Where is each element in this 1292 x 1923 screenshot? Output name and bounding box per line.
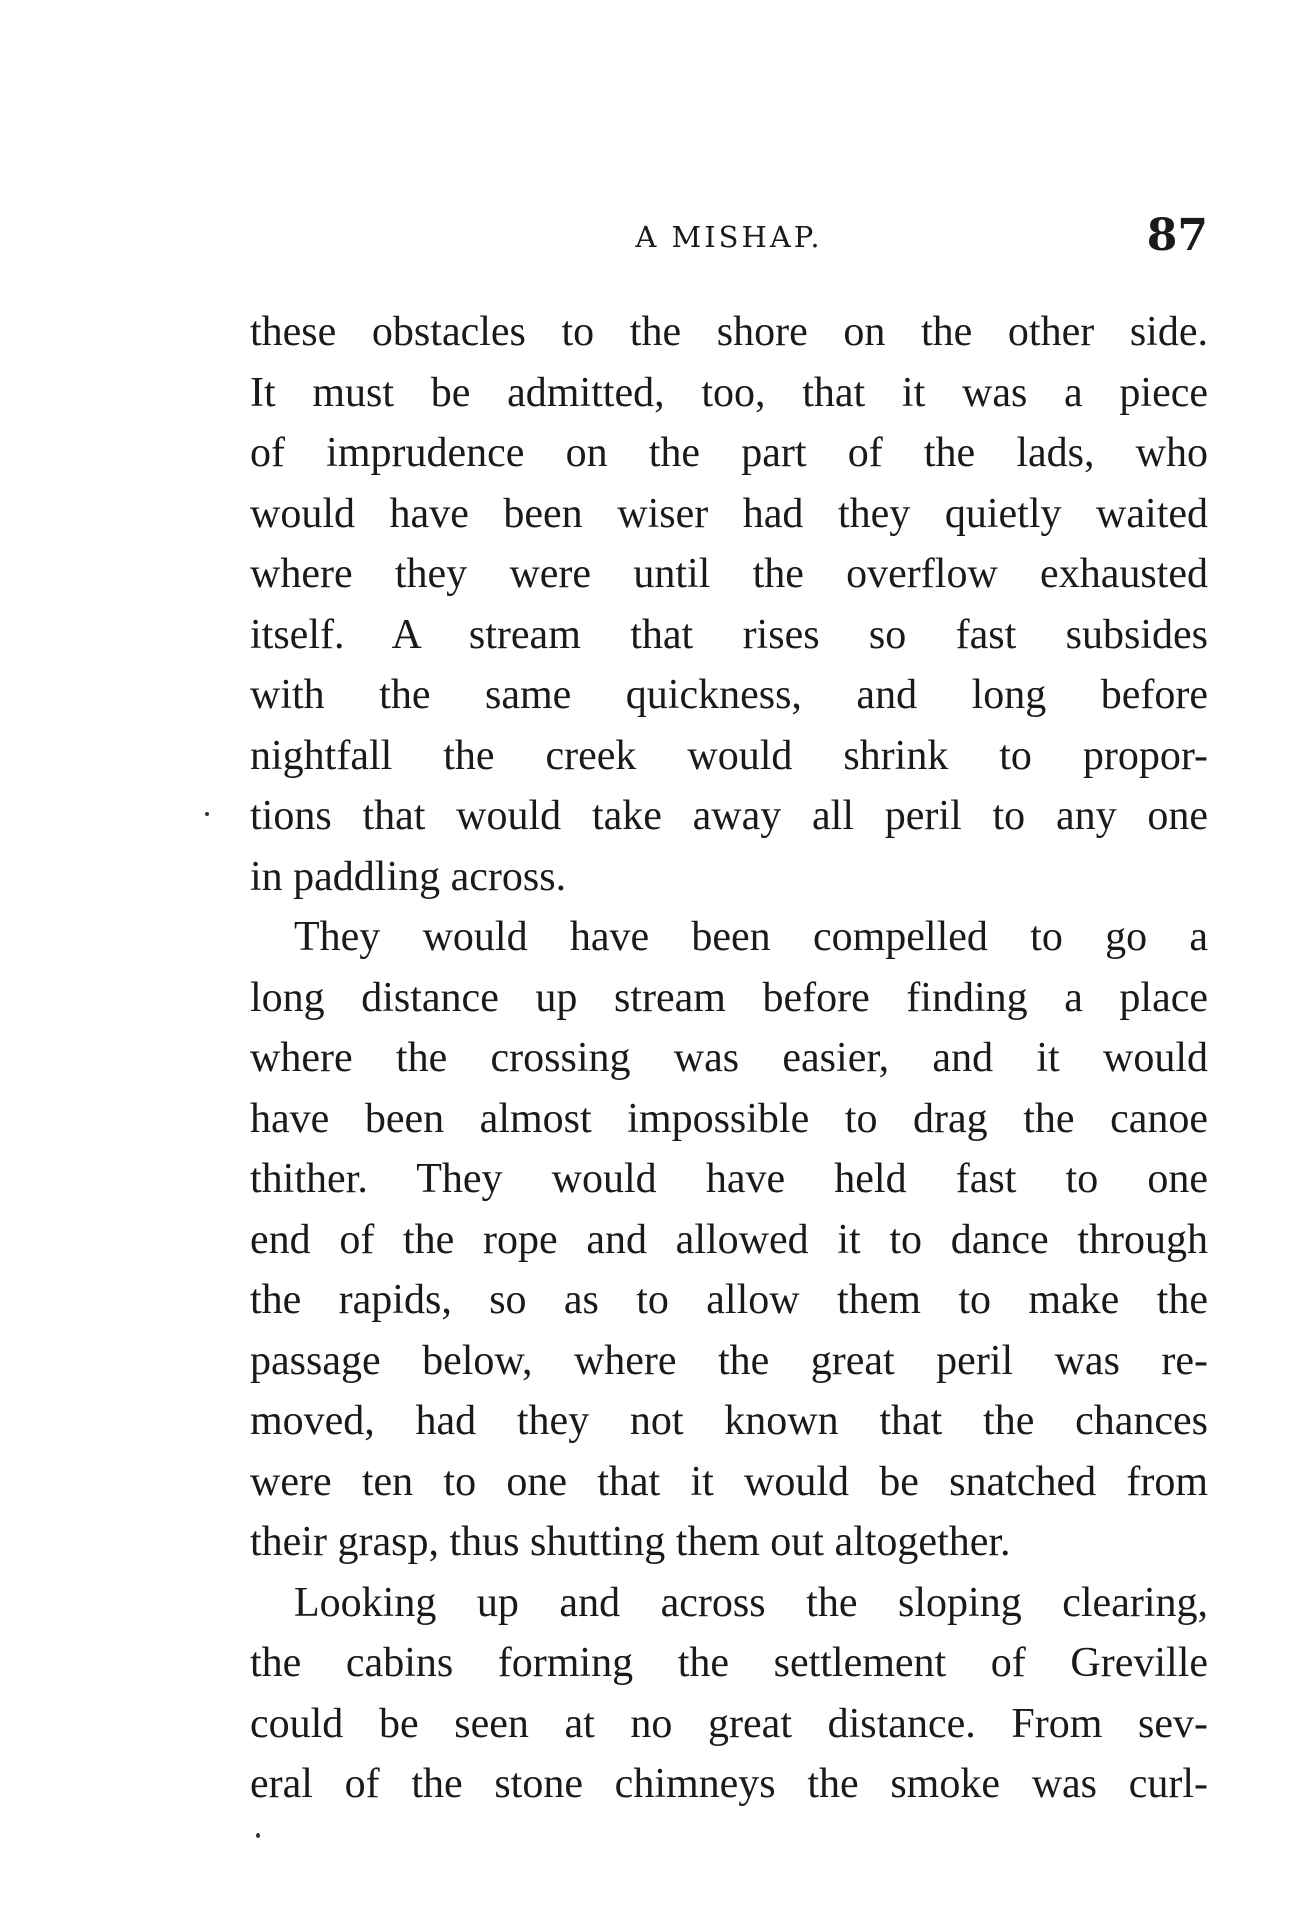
text-line: It must be admitted, too, that it was a piece <box>250 369 1208 416</box>
running-head <box>250 210 1208 270</box>
text-line: with the same quickness, and long before <box>250 672 1208 718</box>
text-line: their grasp, thus shutting them out altogether. <box>250 1519 1011 1565</box>
text-line: have been almost impossible to drag the canoe <box>250 1095 1208 1142</box>
text-line: long distance up stream before finding a place <box>250 974 1208 1021</box>
text-line: moved, had they not known that the chances <box>250 1398 1208 1444</box>
chapter-running-title: A MISHAP. <box>635 220 823 254</box>
text-line: nightfall the creek would shrink to propor- <box>250 732 1208 779</box>
paragraph <box>250 302 1208 907</box>
paragraph <box>250 1573 1208 1815</box>
text-line: end of the rope and allowed it to dance through <box>250 1216 1208 1263</box>
text-line: were ten to one that it would be snatched from <box>250 1458 1208 1505</box>
text-line: the cabins forming the settlement of Greville <box>250 1640 1208 1686</box>
body-text <box>250 302 1208 1815</box>
text-line: these obstacles to the shore on the other side. <box>250 309 1208 355</box>
text-line: Looking up and across the sloping clearing, <box>294 1579 1208 1626</box>
text-line: the rapids, so as to allow them to make the <box>250 1277 1208 1323</box>
text-line: tions that would take away all peril to any one <box>250 793 1208 839</box>
text-line: passage below, where the great peril was re- <box>250 1337 1208 1384</box>
print-speck <box>205 812 209 816</box>
text-line: where they were until the overflow exhausted <box>250 551 1208 597</box>
text-line: They would have been compelled to go a <box>294 914 1208 960</box>
page-number: 87 <box>1146 210 1208 261</box>
print-speck <box>256 1833 260 1838</box>
text-line: could be seen at no great distance. From sev- <box>250 1700 1208 1747</box>
paragraph <box>250 907 1208 1573</box>
text-line: itself. A stream that rises so fast subsides <box>250 611 1208 658</box>
text-line: would have been wiser had they quietly waited <box>250 490 1208 537</box>
text-line: of imprudence on the part of the lads, who <box>250 430 1208 476</box>
text-line: thither. They would have held fast to one <box>250 1156 1208 1202</box>
text-line: in paddling across. <box>250 853 567 900</box>
text-line: eral of the stone chimneys the smoke was curl- <box>250 1761 1208 1807</box>
text-line: where the crossing was easier, and it would <box>250 1035 1208 1081</box>
